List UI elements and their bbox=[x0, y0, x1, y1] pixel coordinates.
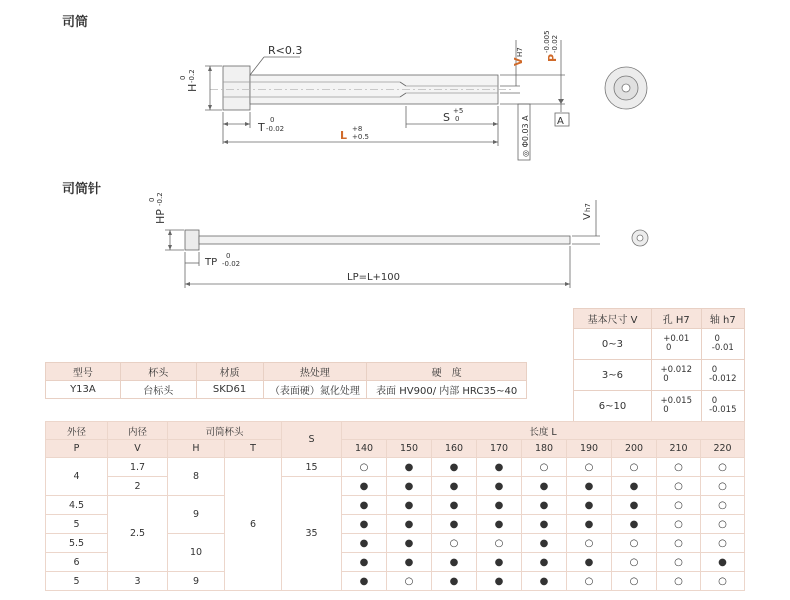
h-label: H bbox=[186, 83, 199, 92]
header-p: P bbox=[46, 440, 108, 458]
h-value: 9 bbox=[168, 572, 225, 591]
v-value: 2.5 bbox=[108, 496, 168, 572]
availability-cell: ● bbox=[477, 553, 522, 572]
h-tol-top: 0 bbox=[179, 75, 187, 80]
availability-cell: ● bbox=[567, 553, 612, 572]
availability-cell: ● bbox=[522, 534, 567, 553]
availability-cell: ● bbox=[612, 496, 657, 515]
availability-cell: ● bbox=[342, 515, 387, 534]
availability-cell: ● bbox=[432, 553, 477, 572]
tol-shaft-up: 0 bbox=[711, 396, 718, 406]
header-t: T bbox=[225, 440, 282, 458]
model-head: 台标头 bbox=[120, 381, 196, 399]
availability-cell: ○ bbox=[657, 477, 701, 496]
radius-label: R<0.3 bbox=[268, 44, 303, 57]
tol-hole-lo: 0 bbox=[663, 405, 669, 415]
availability-cell: ○ bbox=[657, 458, 701, 477]
availability-cell: ○ bbox=[701, 572, 745, 591]
availability-cell: ● bbox=[522, 496, 567, 515]
availability-cell: ● bbox=[477, 572, 522, 591]
availability-cell: ○ bbox=[657, 534, 701, 553]
availability-cell: ● bbox=[387, 458, 432, 477]
t-value: 6 bbox=[225, 458, 282, 591]
availability-cell: ● bbox=[477, 477, 522, 496]
availability-cell: ● bbox=[522, 553, 567, 572]
model-material: SKD61 bbox=[196, 381, 263, 399]
length-header: 210 bbox=[657, 440, 701, 458]
model-header: 热处理 bbox=[263, 363, 367, 381]
v-value: 3 bbox=[108, 572, 168, 591]
p-value: 5 bbox=[46, 515, 108, 534]
length-header: 190 bbox=[567, 440, 612, 458]
table-row bbox=[46, 496, 745, 515]
tol-shaft-up: 0 bbox=[714, 334, 720, 344]
availability-cell: ○ bbox=[701, 515, 745, 534]
hp-tol-bot: -0.2 bbox=[156, 192, 164, 206]
model-header: 型号 bbox=[46, 363, 121, 381]
length-header: 180 bbox=[522, 440, 567, 458]
v-label: V bbox=[512, 57, 525, 66]
availability-cell: ● bbox=[387, 496, 432, 515]
length-header: 140 bbox=[342, 440, 387, 458]
tol-size: 3~6 bbox=[574, 360, 652, 391]
availability-cell: ● bbox=[567, 515, 612, 534]
availability-cell: ● bbox=[342, 534, 387, 553]
availability-cell: ● bbox=[612, 515, 657, 534]
model-code: Y13A bbox=[46, 381, 121, 399]
v-fit: H7 bbox=[516, 47, 524, 57]
datum-label: A bbox=[557, 116, 564, 127]
availability-cell: ● bbox=[477, 496, 522, 515]
size-table bbox=[45, 421, 745, 591]
availability-cell: ○ bbox=[612, 534, 657, 553]
h-value: 10 bbox=[168, 534, 225, 572]
table-row bbox=[574, 360, 745, 391]
availability-cell: ● bbox=[342, 477, 387, 496]
header-outer: 外径 bbox=[46, 422, 108, 440]
tol-size: 0~3 bbox=[574, 329, 652, 360]
t-tol-top: 0 bbox=[270, 116, 275, 124]
availability-cell: ○ bbox=[522, 458, 567, 477]
availability-cell: ● bbox=[387, 515, 432, 534]
availability-cell: ● bbox=[701, 553, 745, 572]
l-tol-bot: +0.5 bbox=[352, 133, 369, 141]
availability-cell: ● bbox=[387, 477, 432, 496]
availability-cell: ○ bbox=[701, 496, 745, 515]
table-row bbox=[46, 572, 745, 591]
availability-cell: ● bbox=[567, 496, 612, 515]
availability-cell: ○ bbox=[657, 553, 701, 572]
availability-cell: ○ bbox=[701, 534, 745, 553]
availability-cell: ○ bbox=[387, 572, 432, 591]
tol-shaft-up: 0 bbox=[711, 365, 718, 375]
model-header: 硬 度 bbox=[367, 363, 527, 381]
availability-cell: ○ bbox=[701, 458, 745, 477]
header-inner: 内径 bbox=[108, 422, 168, 440]
availability-cell: ○ bbox=[432, 534, 477, 553]
availability-cell: ○ bbox=[612, 553, 657, 572]
availability-cell: ○ bbox=[477, 534, 522, 553]
tol-shaft-lo: -0.01 bbox=[711, 343, 734, 353]
length-header: 160 bbox=[432, 440, 477, 458]
availability-cell: ● bbox=[522, 515, 567, 534]
availability-cell: ● bbox=[477, 458, 522, 477]
tol-hole-lo: 0 bbox=[663, 374, 669, 384]
availability-cell: ● bbox=[567, 477, 612, 496]
header-head: 司筒杯头 bbox=[168, 422, 282, 440]
s-tol-top: +5 bbox=[453, 107, 464, 115]
table-row bbox=[46, 477, 745, 496]
availability-cell: ○ bbox=[612, 572, 657, 591]
p-value: 6 bbox=[46, 553, 108, 572]
length-header: 220 bbox=[701, 440, 745, 458]
s-label: S bbox=[443, 111, 450, 124]
length-header: 200 bbox=[612, 440, 657, 458]
h-value: 8 bbox=[168, 458, 225, 496]
availability-cell: ● bbox=[432, 458, 477, 477]
tolerance-table bbox=[573, 308, 745, 422]
tol-hole-up: +0.01 bbox=[663, 334, 690, 344]
table-row bbox=[46, 381, 527, 399]
pin-v-fit: h7 bbox=[584, 203, 592, 212]
availability-cell: ○ bbox=[657, 515, 701, 534]
length-header: 150 bbox=[387, 440, 432, 458]
availability-cell: ○ bbox=[612, 458, 657, 477]
s-tol-bot: 0 bbox=[455, 115, 460, 123]
tol-hole-up: +0.015 bbox=[660, 396, 692, 406]
tol-shaft-lo: -0.012 bbox=[709, 374, 737, 384]
t-label: T bbox=[258, 121, 265, 134]
tol-header-size: 基本尺寸 V bbox=[574, 309, 652, 329]
model-heat: （表面硬）氮化处理 bbox=[263, 381, 367, 399]
pin-section-title: 司筒针 bbox=[62, 182, 102, 197]
hp-label: HP bbox=[154, 209, 167, 224]
h-tol-bot: -0.2 bbox=[188, 69, 196, 83]
lp-label: LP=L+100 bbox=[347, 272, 401, 283]
model-header: 杯头 bbox=[120, 363, 196, 381]
header-s: S bbox=[282, 422, 342, 458]
header-h: H bbox=[168, 440, 225, 458]
table-row bbox=[574, 329, 745, 360]
availability-cell: ○ bbox=[567, 534, 612, 553]
availability-cell: ● bbox=[477, 515, 522, 534]
length-header: 170 bbox=[477, 440, 522, 458]
l-tol-top: +8 bbox=[352, 125, 363, 133]
model-hardness: 表面 HV900/ 内部 HRC35~40 bbox=[367, 381, 527, 399]
model-table bbox=[45, 362, 527, 399]
availability-cell: ● bbox=[432, 515, 477, 534]
availability-cell: ● bbox=[432, 496, 477, 515]
availability-cell: ○ bbox=[342, 458, 387, 477]
tol-header-hole: 孔 H7 bbox=[651, 309, 701, 329]
availability-cell: ● bbox=[342, 553, 387, 572]
availability-cell: ● bbox=[522, 572, 567, 591]
h-value: 9 bbox=[168, 496, 225, 534]
availability-cell: ● bbox=[387, 553, 432, 572]
tol-size: 6~10 bbox=[574, 391, 652, 422]
availability-cell: ● bbox=[342, 496, 387, 515]
availability-cell: ○ bbox=[567, 458, 612, 477]
availability-cell: ● bbox=[342, 572, 387, 591]
tp-tol-bot: -0.02 bbox=[222, 260, 241, 268]
sleeve-drawing bbox=[0, 0, 790, 170]
availability-cell: ● bbox=[387, 534, 432, 553]
availability-cell: ● bbox=[522, 477, 567, 496]
tol-hole-up: +0.012 bbox=[660, 365, 692, 375]
p-tol-bot: -0.02 bbox=[551, 34, 559, 53]
pin-v-label: V bbox=[582, 213, 593, 220]
p-value: 4 bbox=[46, 458, 108, 496]
header-length: 长度 L bbox=[342, 422, 745, 440]
v-value: 2 bbox=[108, 477, 168, 496]
availability-cell: ● bbox=[432, 572, 477, 591]
table-row bbox=[46, 458, 745, 477]
model-header: 材质 bbox=[196, 363, 263, 381]
availability-cell: ○ bbox=[701, 477, 745, 496]
pin-drawing bbox=[0, 180, 790, 295]
availability-cell: ○ bbox=[567, 572, 612, 591]
l-label: L bbox=[340, 129, 348, 142]
hp-tol-top: 0 bbox=[148, 197, 156, 202]
p-value: 5 bbox=[46, 572, 108, 591]
tp-label: TP bbox=[205, 257, 218, 268]
s-value: 35 bbox=[282, 477, 342, 591]
tol-hole-lo: 0 bbox=[665, 343, 672, 353]
availability-cell: ● bbox=[432, 477, 477, 496]
p-tol-top: -0.005 bbox=[543, 30, 551, 53]
t-tol-bot: -0.02 bbox=[266, 125, 285, 133]
p-value: 5.5 bbox=[46, 534, 108, 553]
p-label: P bbox=[546, 53, 559, 62]
tp-tol-top: 0 bbox=[226, 252, 231, 260]
sleeve-section-title: 司筒 bbox=[62, 15, 89, 30]
tol-shaft-lo: -0.015 bbox=[709, 405, 737, 415]
availability-cell: ○ bbox=[657, 496, 701, 515]
availability-cell: ○ bbox=[657, 572, 701, 591]
s-value: 15 bbox=[282, 458, 342, 477]
p-value: 4.5 bbox=[46, 496, 108, 515]
tol-header-shaft: 轴 h7 bbox=[701, 309, 744, 329]
runout-label: ◎ Φ0.03 A bbox=[521, 115, 530, 157]
table-row bbox=[574, 391, 745, 422]
availability-cell: ● bbox=[612, 477, 657, 496]
v-value: 1.7 bbox=[108, 458, 168, 477]
header-v: V bbox=[108, 440, 168, 458]
